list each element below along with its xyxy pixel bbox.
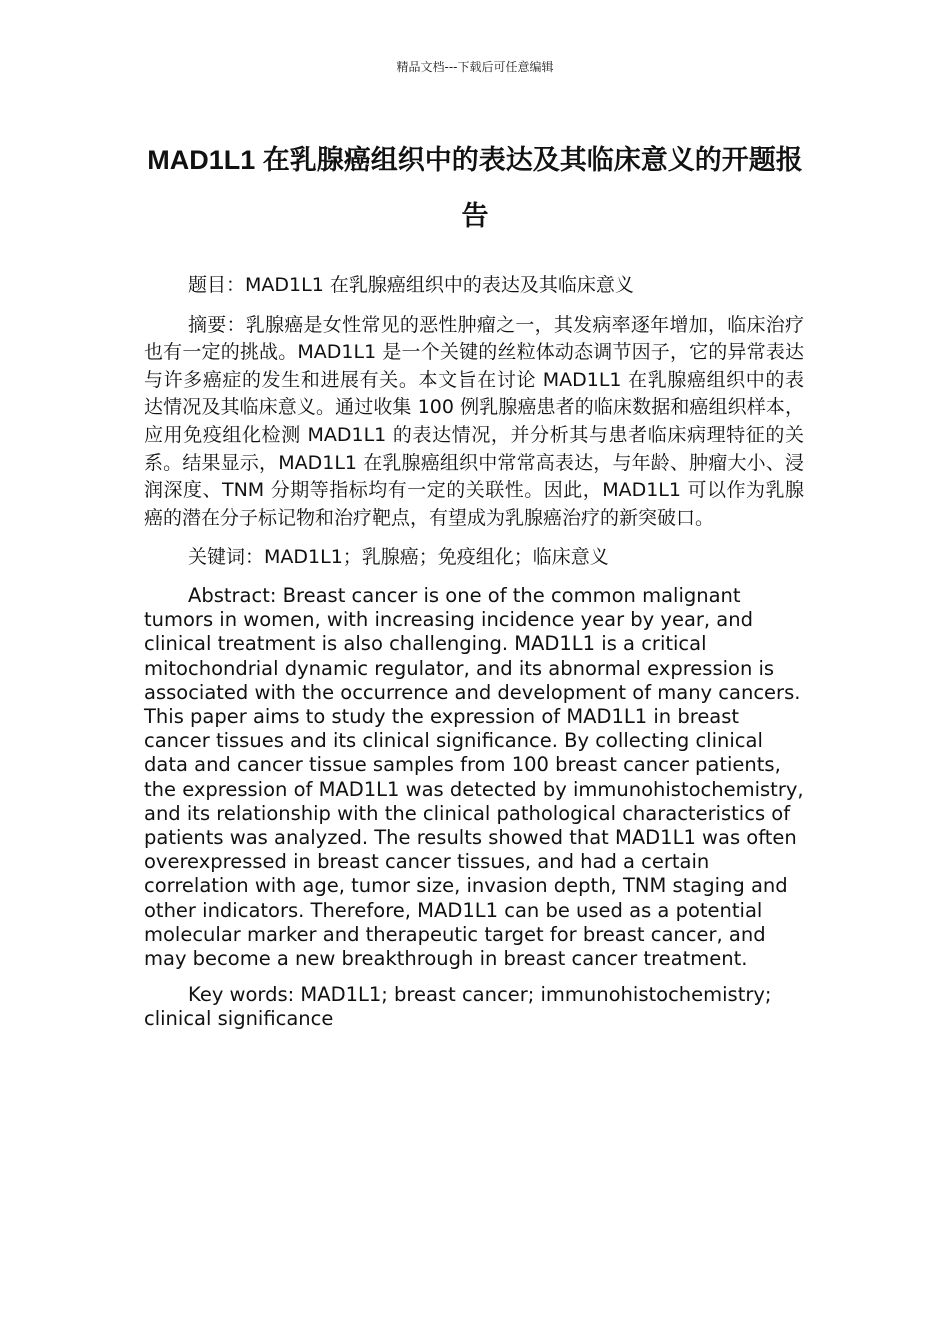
abstract-en-text: Breast cancer is one of the common malignant tumors in women, with increasing incidence year by year, and clinical treatment is also challenging. MAD1L1 is a critical mitochondrial dynamic regulator, and its abnormal expression is associated with the occurrence and development of many cancers. This paper aims to study the expression of MAD1L1 in breast cancer tissues and its clinical significance. By collecting clinical data and cancer tissue samples from 100 breast cancer patients, the expression of MAD1L1 was detected by immunohistochemistry, and its relationship with the clinical pathological characteristics of patients was analyzed. The results showed that MAD1L1 was often overexpressed in breast cancer tissues, and had a certain correlation with age, tumor size, invasion depth, TNM staging and other indicators. Therefore, MAD1L1 can be used as a potential molecular marker and therapeutic target for breast cancer, and may become a new breakthrough in breast cancer treatment. xyxy=(144,583,804,970)
abstract-cn-paragraph xyxy=(144,312,804,533)
keywords-en-text: MAD1L1; breast cancer; immunohistochemistry; clinical significance xyxy=(144,983,772,1031)
abstract-cn-text: 乳腺癌是女性常见的恶性肿瘤之一，其发病率逐年增加，临床治疗也有一定的挑战。MAD1L1 是一个关键的丝粒体动态调节因子，它的异常表达与许多癌症的发生和进展有关。本文旨在讨论 MAD1L1 在乳腺癌组织中的表达情况及其临床意义。通过收集 100 例乳腺癌患者的临床数据和癌组织样本，应用免疫组化检测 MAD1L1 的表达情况，并分析其与患者临床病理特征的关系。结果显示，MAD1L1 在乳腺癌组织中常常高表达，与年龄、肿瘤大小、浸润深度、TNM 分期等指标均有一定的关联性。因此，MAD1L1 可以作为乳腺癌的潜在分子标记物和治疗靶点，有望成为乳腺癌治疗的新突破口。 xyxy=(144,313,804,529)
header-note: 精品文档---下载后可任意编辑 xyxy=(396,60,554,74)
keywords-cn-label: 关键词： xyxy=(188,546,265,569)
abstract-en-paragraph xyxy=(144,584,804,971)
topic-paragraph xyxy=(144,272,804,300)
keywords-cn-paragraph xyxy=(144,544,804,572)
keywords-cn-text: MAD1L1；乳腺癌；免疫组化；临床意义 xyxy=(264,546,609,569)
abstract-en-label: Abstract: xyxy=(188,583,283,607)
document-body xyxy=(144,272,804,1044)
keywords-en-label: Key words: xyxy=(188,983,301,1007)
topic-text: MAD1L1 在乳腺癌组织中的表达及其临床意义 xyxy=(245,274,634,296)
keywords-en-paragraph xyxy=(144,983,804,1031)
document-title: MAD1L1 在乳腺癌组织中的表达及其临床意义的开题报告 xyxy=(147,145,803,231)
topic-label: 题目： xyxy=(188,274,246,296)
abstract-cn-label: 摘要： xyxy=(188,313,246,336)
